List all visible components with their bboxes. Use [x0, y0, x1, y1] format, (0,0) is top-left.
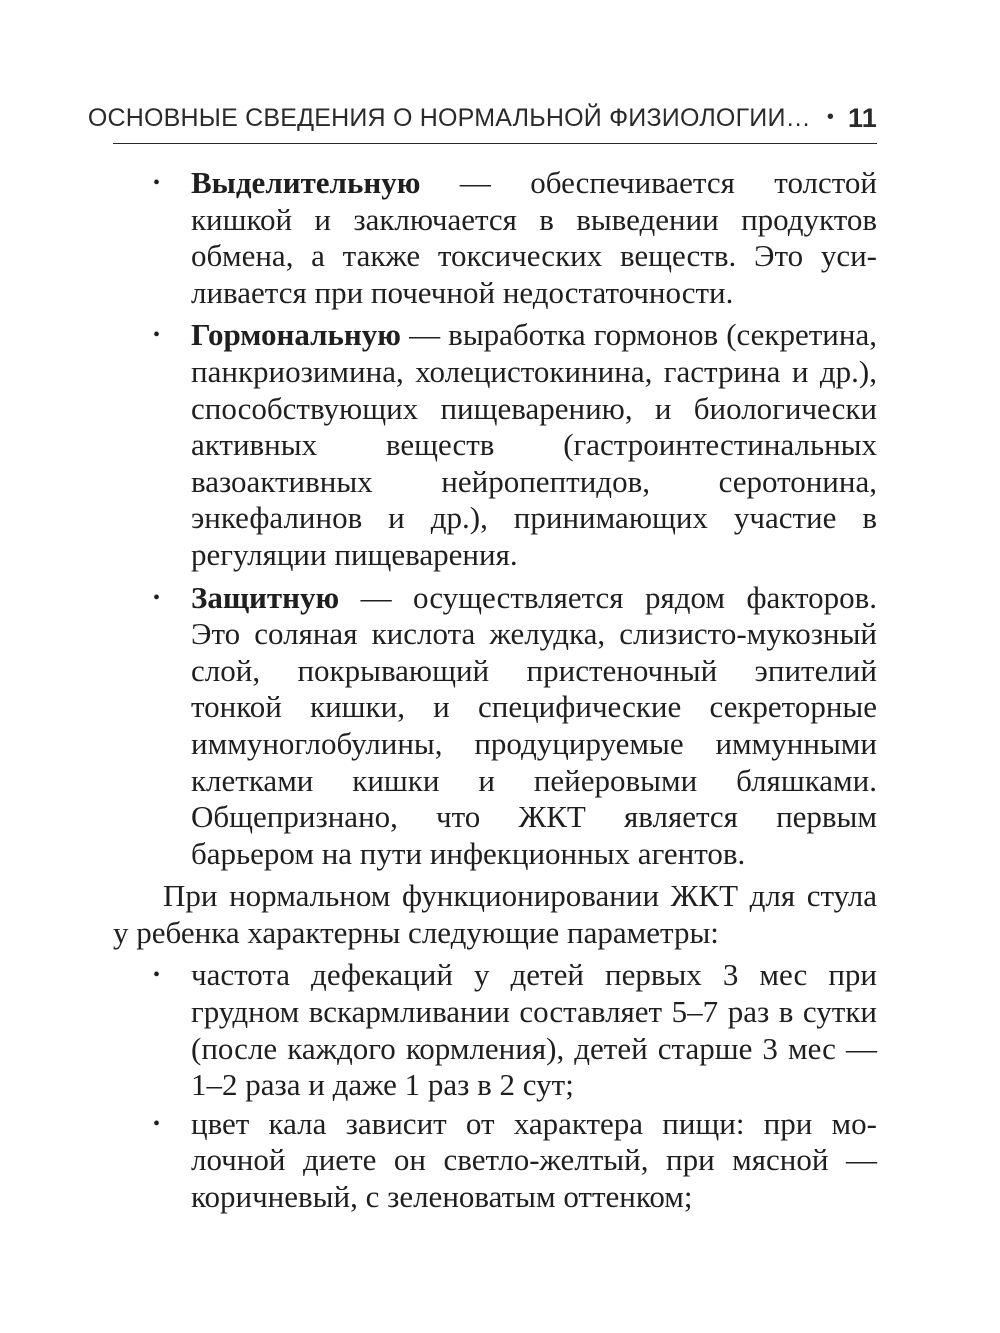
bullet-icon: • [153, 964, 161, 987]
body-text [113, 165, 877, 1218]
list-item-term: Защитную [191, 579, 340, 615]
functions-list [113, 165, 877, 872]
bullet-icon: • [153, 1112, 161, 1135]
header-separator: • [826, 105, 835, 128]
list-item-term: Выделительную [191, 165, 421, 200]
page-number: 11 [848, 102, 877, 133]
bullet-icon: • [153, 324, 161, 347]
parameters-list [113, 957, 877, 1215]
list-item-text: цвет кала зависит от характера пищи: при молочной диете он светло-желтый, при мясной — коричневый, с зеленоватым оттенком; [191, 1105, 877, 1215]
running-title: ОСНОВНЫЕ СВЕДЕНИЯ О НОРМАЛЬНОЙ ФИЗИОЛОГИИ… [87, 103, 811, 132]
paragraph: При нормальном функционировании ЖКТ для стула у ребенка характерны следующие параметры: [113, 878, 877, 950]
list-item-text: — выработка гормонов (секретина, панкриозимина, холецистокинина, гастрина и др.), способствующих пищеварению, и биологически активных веществ (гастроинтестинальных вазоактивных нейропептидов, серотонина, энкефалинов и др.), принимающих участие в регуляции пищеварения. [191, 317, 877, 572]
bullet-icon: • [153, 172, 161, 194]
list-item [113, 1106, 877, 1216]
list-item-text: — осуществляется рядом факторов. Это соляная кислота желудка, слизисто-мукозный слой, покрывающий пристеночный эпителий тонкой кишки, и специфические секреторные иммуноглобулины, продуцируемые иммунными клетками кишки и пейеровыми бляшками. Общепризнано, что ЖКТ является первым барьером на пути инфекционных агентов. [191, 579, 877, 871]
list-item [113, 317, 877, 573]
list-item-text: частота дефекаций у детей первых 3 мес при грудном вскармливании составляет 5–7 раз в сутки (после каждого кормления), детей старше 3 мес — 1–2 раза и даже 1 раз в 2 сут; [191, 957, 877, 1103]
list-item [113, 580, 877, 873]
list-item-term: Гормональную [191, 317, 401, 353]
bullet-icon: • [153, 586, 161, 609]
header-rule [113, 143, 877, 144]
list-item [113, 165, 877, 311]
running-header [87, 96, 877, 140]
list-item [113, 957, 877, 1103]
list-item-text: — обеспечивается толстой кишкой и заключается в выведении продуктов обмена, а также токсических веществ. Это усиливается при почечной недостаточности. [191, 165, 877, 310]
